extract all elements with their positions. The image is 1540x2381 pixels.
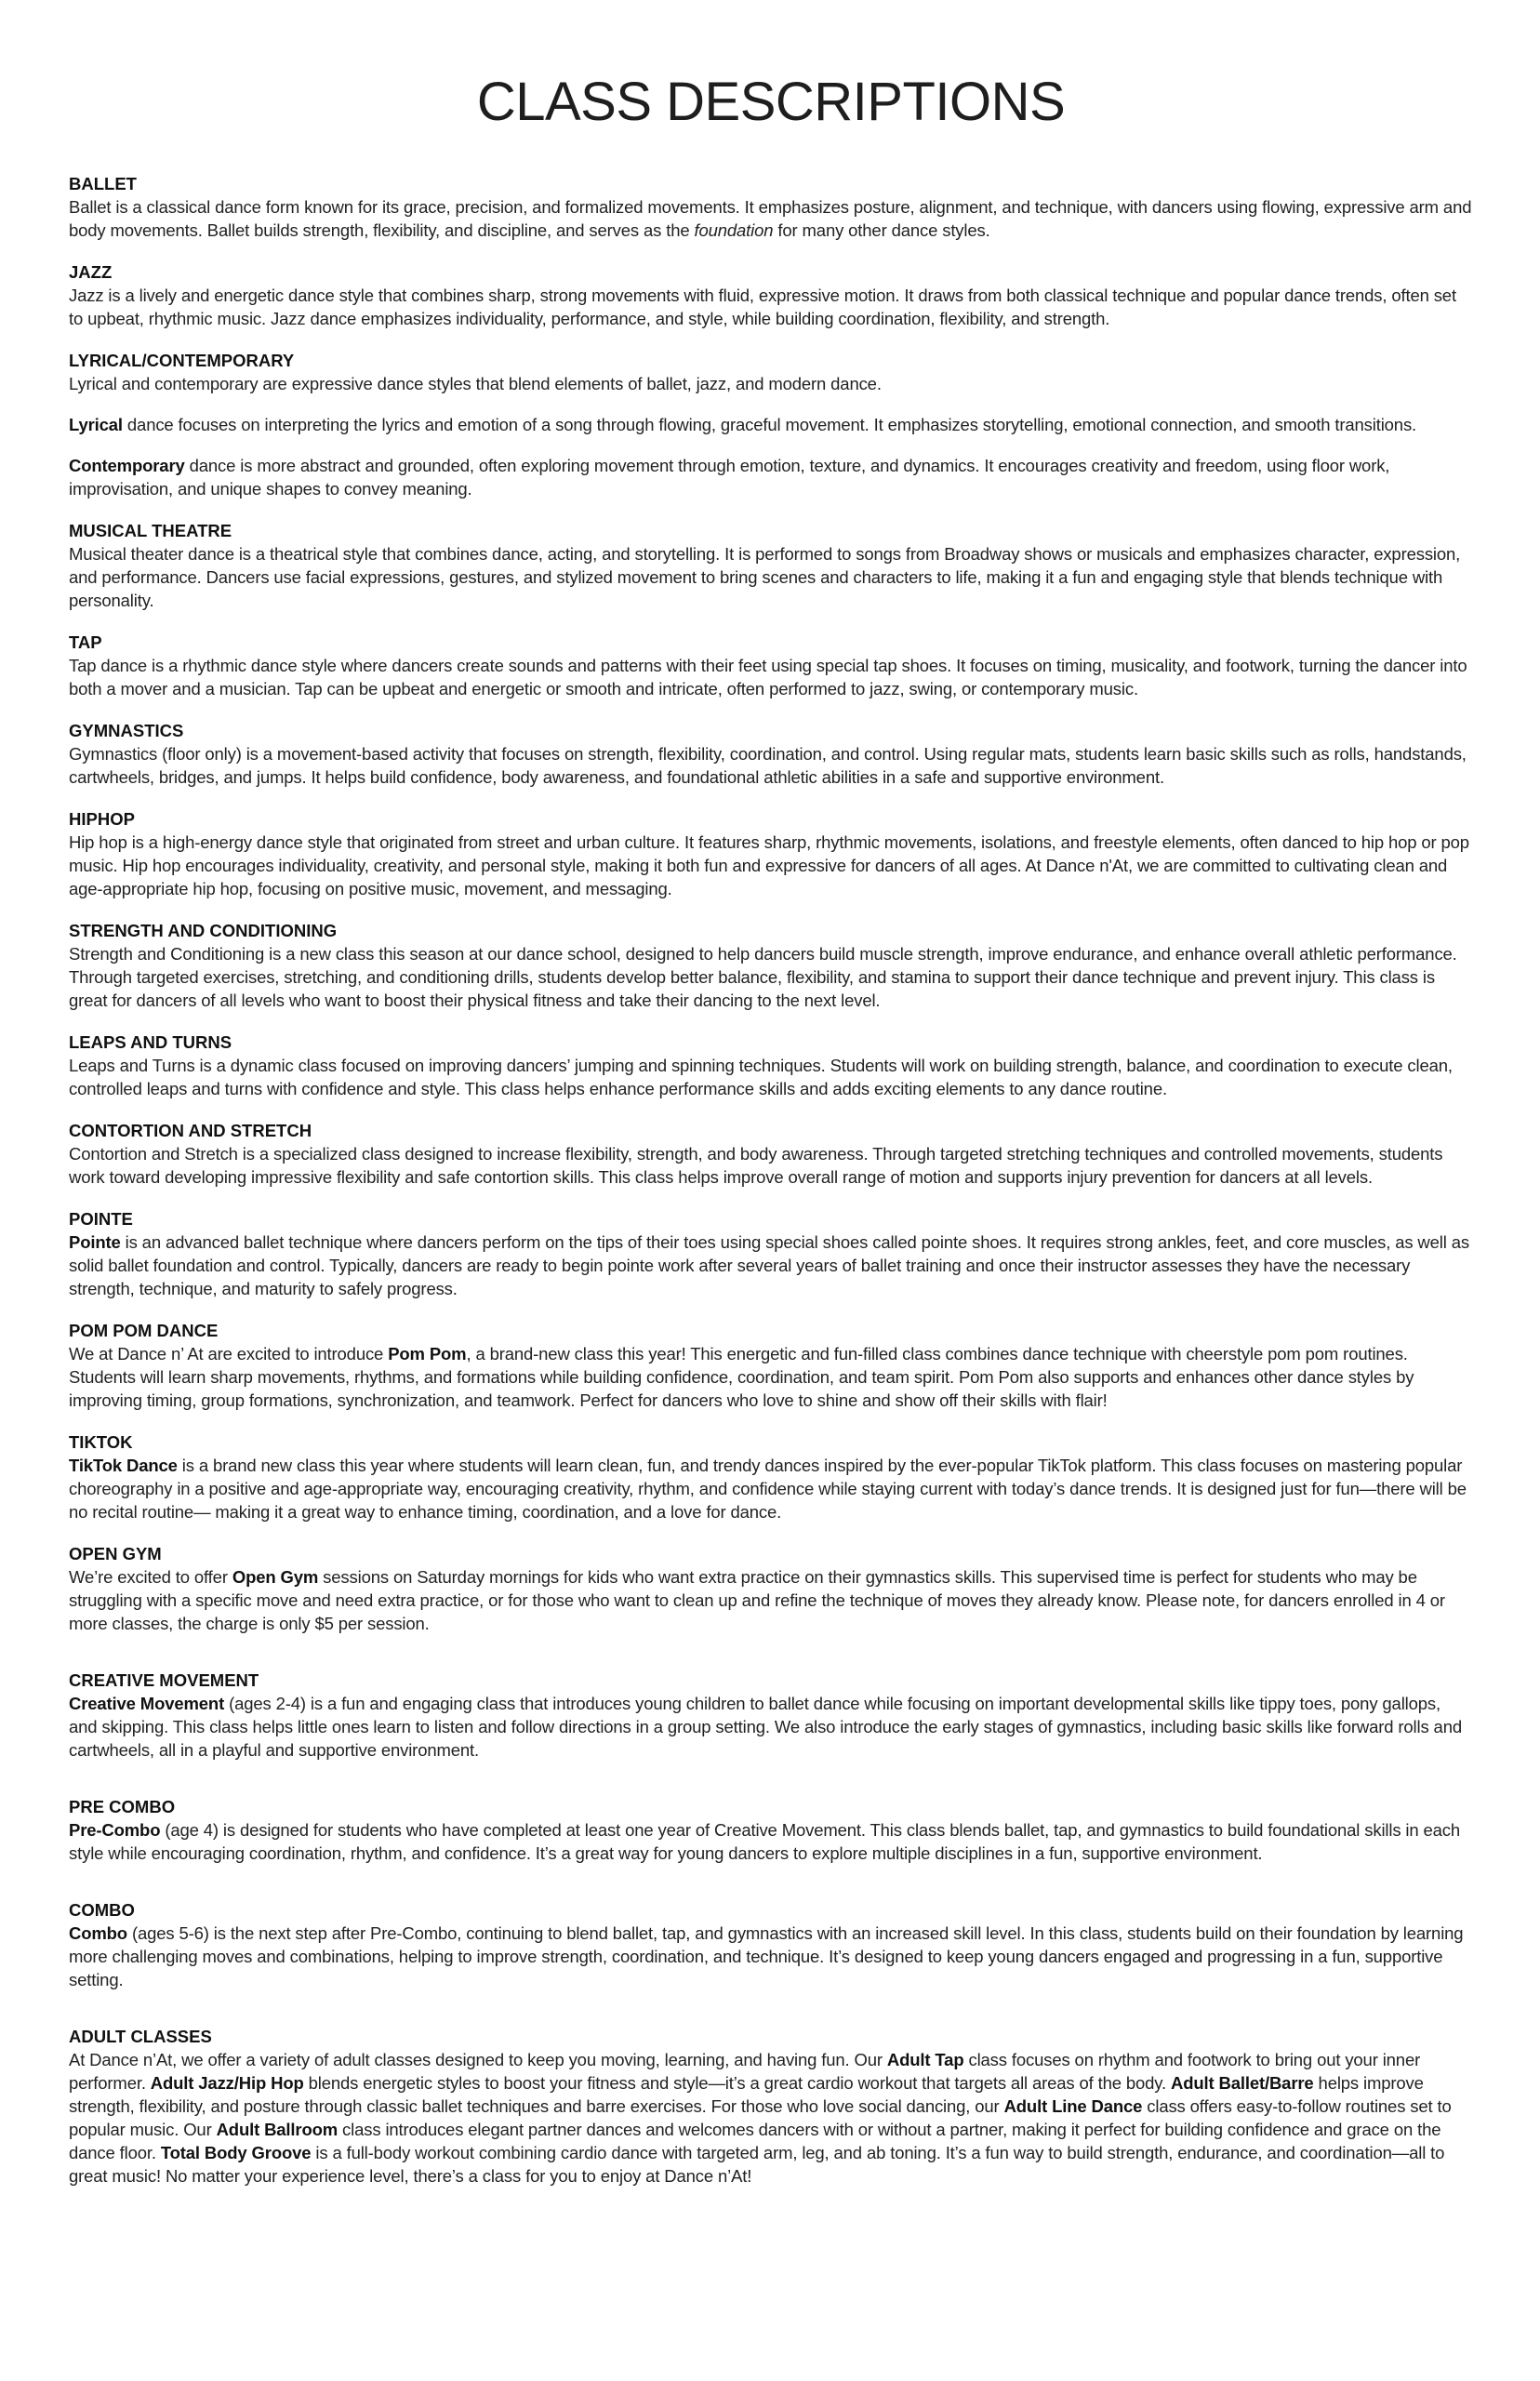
section-paragraph [69,1454,1473,1523]
section-paragraph [69,942,1473,1012]
section-paragraph [69,2048,1473,2188]
class-section-leaps-and-turns [69,1031,1473,1100]
class-section-pointe [69,1207,1473,1300]
text-run: dance focuses on interpreting the lyrics and emotion of a song through flowing, graceful movement. It emphasizes storytelling, emotional connection, and smooth transitions. [122,415,1417,434]
section-heading: POINTE [69,1209,133,1229]
section-paragraph [69,742,1473,789]
class-section-combo [69,1898,1473,1991]
section-paragraph [69,454,1473,500]
section-heading: TIKTOK [69,1432,133,1452]
section-heading: POM POM DANCE [69,1321,219,1340]
section-heading: LEAPS AND TURNS [69,1032,232,1052]
bold-term: Total Body Groove [160,2143,312,2162]
section-paragraph [69,195,1473,242]
text-run: Tap dance is a rhythmic dance style where dancers create sounds and patterns with their feet using special tap shoes. It focuses on timing, musicality, and footwork, turning the dancer into both a mover and a musician. Tap can be upbeat and energetic or smooth and intricate, often performed to jazz, swing, or contemporary music. [69,656,1467,698]
section-heading: ADULT CLASSES [69,2027,212,2046]
class-section-pre-combo [69,1795,1473,1865]
text-run: (ages 5-6) is the next step after Pre-Combo, continuing to blend ballet, tap, and gymnastics with an increased skill level. In this class, students build on their foundation by learning more challenging moves and combinations, helping to improve strength, coordination, and technique. It’s designed to keep young dancers engaged and progressing in a fun, supportive setting. [69,1923,1464,1989]
bold-term: Lyrical [69,415,123,434]
section-paragraph [69,1342,1473,1412]
text-run: At Dance n’At, we offer a variety of adult classes designed to keep you moving, learning, and having fun. Our [69,2050,887,2069]
text-run: Hip hop is a high-energy dance style that originated from street and urban culture. It features sharp, rhythmic movements, isolations, and freestyle elements, often danced to hip hop or pop music. Hip hop encourages individuality, creativity, and personal style, making it both fun and expressive for dancers of all ages. At Dance n'At, we are committed to cultivating clean and age-appropriate hip hop, focusing on positive music, movement, and messaging. [69,832,1469,898]
class-section-musical-theatre [69,519,1473,612]
section-heading: MUSICAL THEATRE [69,521,232,540]
bold-term: Pre-Combo [69,1820,161,1840]
italic-term: foundation [694,220,774,240]
section-heading: CONTORTION AND STRETCH [69,1121,312,1140]
text-run: Gymnastics (floor only) is a movement-based activity that focuses on strength, flexibility, coordination, and control. Using regular mats, students learn basic skills such as rolls, handstands, cartwheels, bridges, and jumps. It helps build confidence, body awareness, and foundational athletic abilities in a safe and supportive environment. [69,744,1467,787]
text-run: (age 4) is designed for students who have completed at least one year of Creative Movement. This class blends ballet, tap, and gymnastics to build foundational skills in each style while encouraging coordination, rhythm, and confidence. It’s a great way for young dancers to explore multiple disciplines in a fun, supportive environment. [69,1820,1461,1863]
text-run: class focuses on rhythm and footwork to bring out your inner performer. [69,2050,1421,2093]
text-run: class introduces elegant partner dances and welcomes dancers with or without a partner, making it perfect for building confidence and grace on the dance floor. [69,2120,1441,2162]
text-run: dance is more abstract and grounded, often exploring movement through emotion, texture, and dynamics. It encourages creativity and freedom, using floor work, improvisation, and unique shapes to convey meaning. [69,456,1390,499]
text-run: for many other dance styles. [773,220,990,240]
bold-term: Pointe [69,1232,121,1252]
class-descriptions-list [69,172,1473,2188]
section-heading: OPEN GYM [69,1544,162,1563]
bold-term: Adult Ballet/Barre [1171,2073,1314,2093]
bold-term: Adult Line Dance [1003,2096,1143,2116]
text-run: Leaps and Turns is a dynamic class focused on improving dancers’ jumping and spinning techniques. Students will work on building strength, balance, and coordination to execute clean, controlled leaps and turns with confidence and style. This class helps enhance performance skills and adds exciting elements to any dance routine. [69,1056,1453,1098]
text-run: Ballet is a classical dance form known for its grace, precision, and formalized movements. It emphasizes posture, alignment, and technique, with dancers using flowing, expressive arm and body movements. Ballet builds strength, flexibility, and discipline, and serves as the [69,197,1472,240]
section-paragraph [69,1054,1473,1100]
section-heading: TAP [69,632,102,652]
section-heading: BALLET [69,174,137,193]
class-section-open-gym [69,1542,1473,1635]
section-paragraph [69,542,1473,612]
section-paragraph [69,1142,1473,1189]
section-paragraph [69,413,1473,436]
text-run: Jazz is a lively and energetic dance style that combines sharp, strong movements with fluid, expressive motion. It draws from both classical technique and popular dance trends, often set to upbeat, rhythmic music. Jazz dance emphasizes individuality, performance, and style, while building coordination, flexibility, and strength. [69,286,1456,328]
text-run: sessions on Saturday mornings for kids who want extra practice on their gymnastics skills. This supervised time is perfect for students who may be struggling with a specific move and need extra practice, or for those who want to clean up and refine the technique of moves they already know. Please note, for dancers enrolled in 4 or more classes, the charge is only $5 per session. [69,1567,1445,1633]
section-heading: CREATIVE MOVEMENT [69,1670,259,1690]
bold-term: Adult Jazz/Hip Hop [150,2073,304,2093]
class-section-pom-pom-dance [69,1319,1473,1412]
text-run: Musical theater dance is a theatrical style that combines dance, acting, and storytelling. It is performed to songs from Broadway shows or musicals and emphasizes character, expression, and performance. Dancers use facial expressions, gestures, and stylized movement to bring scenes and characters to life, making it a fun and engaging style that blends technique with personality. [69,544,1461,610]
bold-term: Pom Pom [388,1344,467,1363]
text-run: We at Dance n’ At are excited to introduce [69,1344,389,1363]
section-paragraph [69,831,1473,900]
section-paragraph [69,1922,1473,1991]
section-paragraph [69,1818,1473,1865]
class-section-tap [69,631,1473,700]
text-run: Strength and Conditioning is a new class this season at our dance school, designed to help dancers build muscle strength, improve endurance, and enhance overall athletic performance. Through targeted exercises, stretching, and conditioning drills, students develop better balance, flexibility, and stamina to support their dance technique and prevent injury. This class is great for dancers of all levels who want to boost their physical fitness and take their dancing to the next level. [69,944,1457,1010]
text-run: is a brand new class this year where students will learn clean, fun, and trendy dances inspired by the ever-popular TikTok platform. This class focuses on mastering popular choreography in a positive and age-appropriate way, encouraging creativity, rhythm, and confidence while staying current with today’s dance trends. It is designed just for fun—there will be no recital routine— making it a great way to enhance timing, coordination, and a love for dance. [69,1456,1467,1522]
text-run: helps improve strength, flexibility, and posture through classic ballet techniques and barre exercises. For those who love social dancing, our [69,2073,1424,2116]
class-section-creative-movement [69,1669,1473,1762]
text-run: is a full-body workout combining cardio dance with targeted arm, leg, and ab toning. It’s a fun way to build strength, endurance, and coordination—all to great music! No matter your experience level, there’s a class for you to enjoy at Dance n’At! [69,2143,1445,2186]
class-section-gymnastics [69,719,1473,789]
class-section-contortion-and-stretch [69,1119,1473,1189]
class-section-hiphop [69,807,1473,900]
class-section-strength-and-conditioning [69,919,1473,1012]
text-run: (ages 2-4) is a fun and engaging class that introduces young children to ballet dance while focusing on important developmental skills like tippy toes, pony gallops, and skipping. This class helps little ones learn to listen and follow directions in a group setting. We also introduce the early stages of gymnastics, including basic skills like forward rolls and cartwheels, all in a playful and supportive environment. [69,1694,1462,1760]
text-run: Contortion and Stretch is a specialized class designed to increase flexibility, strength, and body awareness. Through targeted stretching techniques and controlled movements, students work toward developing impressive flexibility and safe contortion skills. This class helps improve overall range of motion and supports injury prevention for dancers at all levels. [69,1144,1443,1187]
section-heading: COMBO [69,1900,135,1920]
section-paragraph [69,284,1473,330]
section-paragraph [69,654,1473,700]
bold-term: Combo [69,1923,127,1943]
bold-term: Adult Ballroom [216,2120,339,2139]
class-section-adult-classes [69,2025,1473,2188]
section-heading: HIPHOP [69,809,135,829]
section-heading: GYMNASTICS [69,721,184,740]
text-run: is an advanced ballet technique where dancers perform on the tips of their toes using special shoes called pointe shoes. It requires strong ankles, feet, and core muscles, as well as solid ballet foundation and control. Typically, dancers are ready to begin pointe work after several years of ballet training and once their instructor assesses they have the necessary strength, technique, and maturity to safely progress. [69,1232,1469,1298]
bold-term: Contemporary [69,456,185,475]
bold-term: Open Gym [232,1567,319,1587]
section-heading: JAZZ [69,262,113,282]
bold-term: Adult Tap [886,2050,964,2069]
text-run: blends energetic styles to boost your fitness and style—it’s a great cardio workout that targets all areas of the body. [303,2073,1171,2093]
class-section-jazz [69,260,1473,330]
text-run: Lyrical and contemporary are expressive dance styles that blend elements of ballet, jazz, and modern dance. [69,374,882,393]
page-title: CLASS DESCRIPTIONS [476,72,1066,132]
section-heading: STRENGTH AND CONDITIONING [69,921,338,940]
section-heading: PRE COMBO [69,1797,176,1816]
section-paragraph [69,1692,1473,1762]
text-run: class offers easy-to-follow routines set to popular music. Our [69,2096,1452,2139]
class-section-lyrical-contemporary [69,349,1473,500]
section-paragraph [69,1565,1473,1635]
bold-term: Creative Movement [69,1694,225,1713]
class-section-tiktok [69,1430,1473,1523]
text-run: , a brand-new class this year! This energetic and fun-filled class combines dance technique with cheerstyle pom pom routines. Students will learn sharp movements, rhythms, and formations while building confidence, coordination, and team spirit. Pom Pom also supports and enhances other dance styles by improving timing, group formations, synchronization, and teamwork. Perfect for dancers who love to shine and show off their skills with flair! [69,1344,1414,1410]
text-run: We’re excited to offer [69,1567,232,1587]
section-heading: LYRICAL/CONTEMPORARY [69,351,295,370]
section-paragraph [69,1230,1473,1300]
bold-term: TikTok Dance [69,1456,178,1475]
section-paragraph [69,372,1473,395]
class-section-ballet [69,172,1473,242]
